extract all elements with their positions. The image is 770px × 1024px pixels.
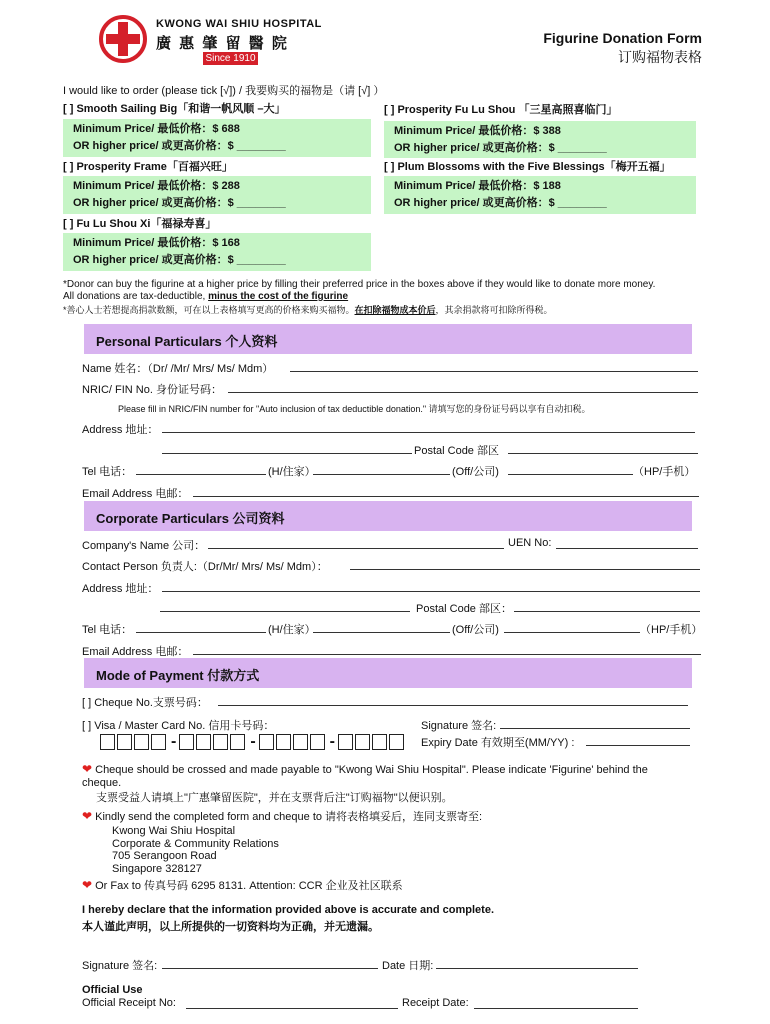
receipt-no-label: Official Receipt No: <box>82 997 176 1009</box>
heart-icon: ❤ <box>82 878 93 892</box>
item-name-fu-lu-shou[interactable]: [ ] Prosperity Fu Lu Shou 「三星高照喜临门」 <box>384 104 618 116</box>
form-title-cn: 订购福物表格 <box>618 49 702 65</box>
receipt-no-field[interactable] <box>186 1008 398 1009</box>
address-field-1[interactable] <box>162 432 695 433</box>
declaration-cn: 本人谨此声明，以上所提供的一切资料均为正确，并无遗漏。 <box>82 921 379 933</box>
corp-tel-label: Tel 电话： <box>82 624 133 636</box>
uen-label: UEN No: <box>508 537 552 549</box>
bullet-cheque-cn: 支票受益人请填上"广惠肇留医院"，并在支票背后注"订购福物"以便识别。 <box>96 792 453 804</box>
org-name-cn: 廣 惠 肇 留 醫 院 <box>156 35 289 52</box>
org-name-en: KWONG WAI SHIU HOSPITAL <box>156 18 322 30</box>
signature-field[interactable] <box>162 968 378 969</box>
bullet-fax: ❤ Or Fax to 传真号码 6295 8131. Attention: CCR 企业及社区联系 <box>82 878 403 892</box>
section-header-corporate: Corporate Particulars 公司资料 <box>84 501 692 531</box>
item-name-plum-blossoms[interactable]: [ ] Plum Blossoms with the Five Blessings「梅开五福」 <box>384 161 671 173</box>
bullet-cheque: ❤ Cheque should be crossed and made payable to "Kwong Wai Shiu Hospital". Please indicate 'Figurine' behind the cheque. <box>82 762 648 789</box>
since-badge: Since 1910 <box>203 52 258 65</box>
email-field[interactable] <box>193 496 699 497</box>
email-label: Email Address 电邮： <box>82 488 189 500</box>
section-header-personal: Personal Particulars 个人资料 <box>84 324 692 354</box>
corp-postal-field[interactable] <box>514 611 700 612</box>
nric-note: Please fill in NRIC/FIN number for "Auto inclusion of tax deductible donation." 请填写您的身份证号码以享有自动扣税。 <box>118 404 591 414</box>
receipt-date-label: Receipt Date: <box>402 997 469 1009</box>
tel-home-field[interactable] <box>136 474 266 475</box>
mailing-address: Kwong Wai Shiu Hospital Corporate & Community Relations 705 Serangoon Road Singapore 328127 <box>112 825 279 875</box>
heart-icon: ❤ <box>82 809 93 823</box>
nric-field[interactable] <box>228 392 698 393</box>
postal-code-label: Postal Code 部区 <box>414 445 499 457</box>
card-label[interactable]: [ ] Visa / Master Card No. 信用卡号码： <box>82 720 275 732</box>
price-box-fu-lu-shou: Minimum Price/ 最低价格：$ 388 OR higher price/ 或更高价格：$ ________ <box>384 121 696 158</box>
uen-field[interactable] <box>556 548 698 549</box>
company-label: Company's Name 公司： <box>82 540 206 552</box>
signature-field-payment[interactable] <box>500 728 690 729</box>
donation-note-2: All donations are tax-deductible, minus the cost of the figurine <box>63 291 349 302</box>
hospital-logo <box>98 14 148 64</box>
heart-icon: ❤ <box>82 762 93 776</box>
tel-hp-field[interactable] <box>508 474 633 475</box>
signature-label-payment: Signature 签名: <box>421 720 497 732</box>
item-name-fu-lu-shou-xi[interactable]: [ ] Fu Lu Shou Xi「福禄寿喜」 <box>63 218 217 230</box>
postal-code-field[interactable] <box>508 453 698 454</box>
price-box-plum-blossoms: Minimum Price/ 最低价格：$ 188 OR higher price/ 或更高价格：$ ________ <box>384 176 696 214</box>
date-label: Date 日期: <box>382 960 434 972</box>
contact-label: Contact Person 负责人:（Dr/Mr/ Mrs/ Ms/ Mdm）： <box>82 561 328 573</box>
corp-tel-home-field[interactable] <box>136 632 266 633</box>
cheque-label[interactable]: [ ] Cheque No.支票号码： <box>82 697 208 709</box>
date-field[interactable] <box>436 968 638 969</box>
corp-postal-label: Postal Code 部区： <box>416 603 512 615</box>
corp-email-field[interactable] <box>193 654 701 655</box>
corp-tel-office-field[interactable] <box>313 632 450 633</box>
receipt-date-field[interactable] <box>474 1008 638 1009</box>
section-header-payment: Mode of Payment 付款方式 <box>84 658 692 688</box>
tel-office-field[interactable] <box>313 474 450 475</box>
bullet-send: ❤ Kindly send the completed form and cheque to 请将表格填妥后，连同支票寄至: <box>82 809 483 823</box>
contact-field[interactable] <box>350 569 700 570</box>
item-name-smooth-sailing[interactable]: [ ] Smooth Sailing Big「和谐一帆风顺 –大」 <box>63 103 286 115</box>
donation-note-cn: *善心人士若想提高捐款数额，可在以上表格填写更高的价格来购买福物。在扣除福物成本价后，其余捐款将可扣除所得税。 <box>63 305 553 315</box>
tel-label: Tel 电话： <box>82 466 133 478</box>
corp-address-field-2[interactable] <box>160 611 410 612</box>
official-use-heading: Official Use <box>82 984 143 996</box>
company-field[interactable] <box>208 548 504 549</box>
item-name-prosperity-frame[interactable]: [ ] Prosperity Frame「百福兴旺」 <box>63 161 233 173</box>
expiry-label: Expiry Date 有效期至(MM/YY) : <box>421 737 575 749</box>
donation-note-1: *Donor can buy the figurine at a higher price by filling their preferred price in the boxes above if they would like to donate more money. <box>63 279 656 290</box>
name-label: Name 姓名：（Dr/ /Mr/ Mrs/ Ms/ Mdm） <box>82 363 274 375</box>
address-field-2[interactable] <box>162 453 412 454</box>
address-label: Address 地址： <box>82 424 159 436</box>
signature-label: Signature 签名: <box>82 960 158 972</box>
corp-address-label: Address 地址： <box>82 583 159 595</box>
corp-email-label: Email Address 电邮： <box>82 646 189 658</box>
form-title-en: Figurine Donation Form <box>543 30 702 46</box>
corp-tel-hp-field[interactable] <box>504 632 640 633</box>
price-box-fu-lu-shou-xi: Minimum Price/ 最低价格：$ 168 OR higher price/ 或更高价格：$ ________ <box>63 233 371 271</box>
price-box-smooth-sailing: Minimum Price/ 最低价格：$ 688 OR higher price/ 或更高价格：$ ________ <box>63 119 371 157</box>
cheque-field[interactable] <box>218 705 688 706</box>
name-field[interactable] <box>290 371 698 372</box>
declaration-en: I hereby declare that the information provided above is accurate and complete. <box>82 904 495 916</box>
corp-address-field-1[interactable] <box>162 591 700 592</box>
expiry-field[interactable] <box>586 745 690 746</box>
card-number-boxes[interactable]: - - - <box>100 733 406 751</box>
nric-label: NRIC/ FIN No. 身份证号码： <box>82 384 222 396</box>
order-instruction: I would like to order (please tick [√]) / 我要购买的福物是（请 [√] ） <box>63 85 385 97</box>
price-box-prosperity-frame: Minimum Price/ 最低价格：$ 288 OR higher price/ 或更高价格：$ ________ <box>63 176 371 214</box>
